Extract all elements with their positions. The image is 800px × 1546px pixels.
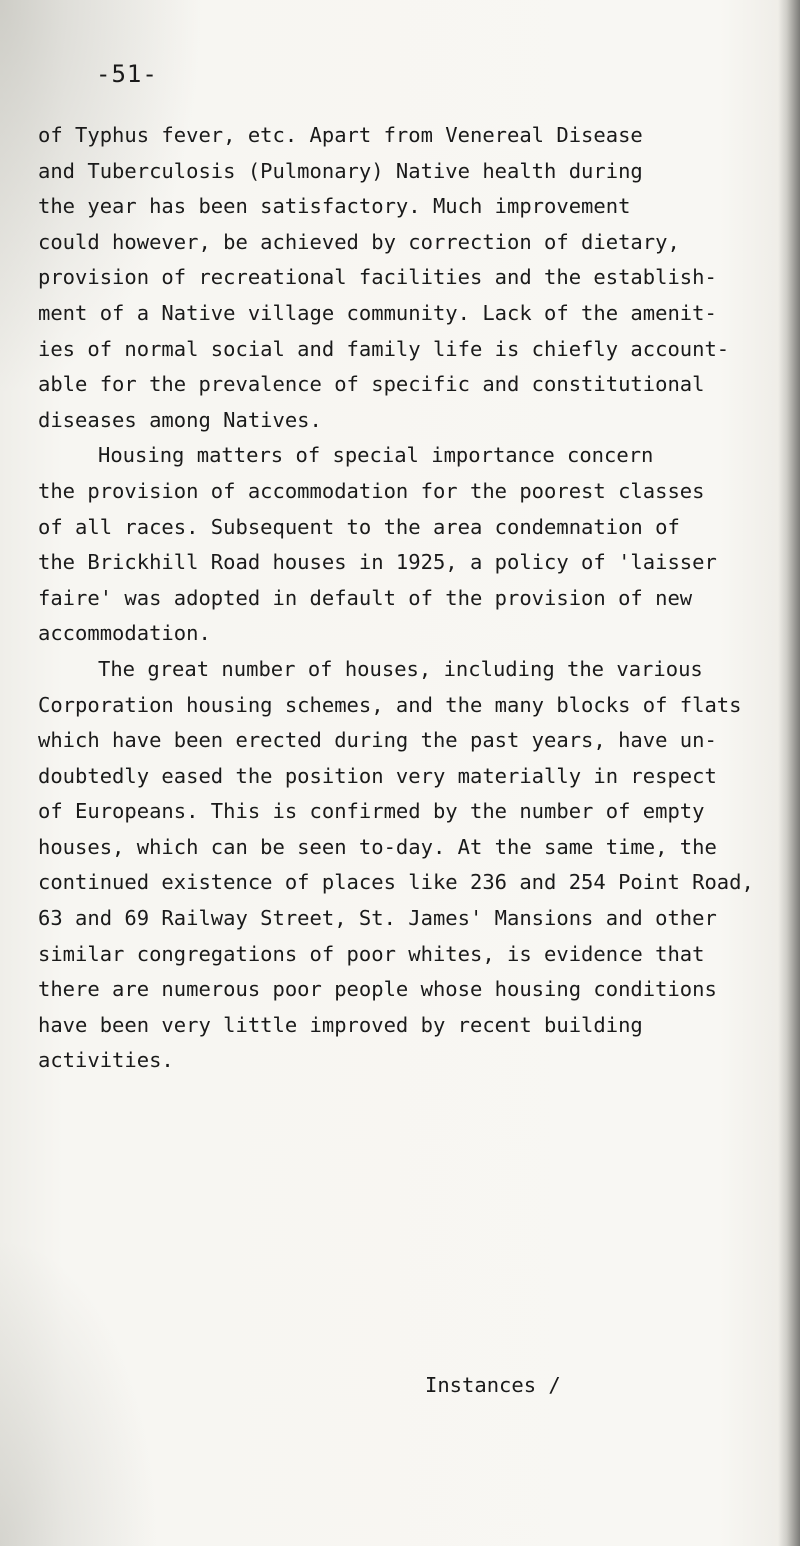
text-line: activities. (38, 1048, 174, 1073)
text-line: faire' was adopted in default of the provision of new (38, 585, 693, 610)
text-line: there are numerous poor people whose housing conditions (38, 977, 717, 1002)
page-number: -51- (96, 60, 158, 88)
text-line: similar congregations of poor whites, is evidence that (38, 941, 705, 966)
text-line: the year has been satisfactory. Much improvement (38, 194, 631, 219)
body-text (38, 118, 788, 1079)
text-line: the provision of accommodation for the poorest classes (38, 478, 705, 503)
text-line: of all races. Subsequent to the area condemnation of (38, 514, 680, 539)
text-line: Housing matters of special importance concern (98, 443, 654, 468)
text-line: doubtedly eased the position very materially in respect (38, 763, 717, 788)
text-line: of Europeans. This is confirmed by the number of empty (38, 799, 705, 824)
text-line: 63 and 69 Railway Street, St. James' Mansions and other (38, 906, 717, 931)
catchword: Instances / (425, 1373, 561, 1397)
text-line: ment of a Native village community. Lack of the amenit- (38, 300, 717, 325)
text-line: accommodation. (38, 621, 211, 646)
text-line: and Tuberculosis (Pulmonary) Native health during (38, 158, 643, 183)
text-line: could however, be achieved by correction of dietary, (38, 229, 680, 254)
text-line: houses, which can be seen to-day. At the same time, the (38, 834, 717, 859)
text-line: ies of normal social and family life is chiefly account- (38, 336, 730, 361)
text-line: have been very little improved by recent building (38, 1012, 643, 1037)
text-line: able for the prevalence of specific and constitutional (38, 372, 705, 397)
text-line: diseases among Natives. (38, 407, 322, 432)
text-line: continued existence of places like 236 and 254 Point Road, (38, 870, 754, 895)
text-line: provision of recreational facilities and the establish- (38, 265, 717, 290)
text-line: the Brickhill Road houses in 1925, a policy of 'laisser (38, 550, 717, 575)
text-line: which have been erected during the past years, have un- (38, 728, 717, 753)
text-line: Corporation housing schemes, and the many blocks of flats (38, 692, 742, 717)
text-line: The great number of houses, including the various (98, 656, 703, 681)
text-line: of Typhus fever, etc. Apart from Venereal Disease (38, 123, 643, 147)
